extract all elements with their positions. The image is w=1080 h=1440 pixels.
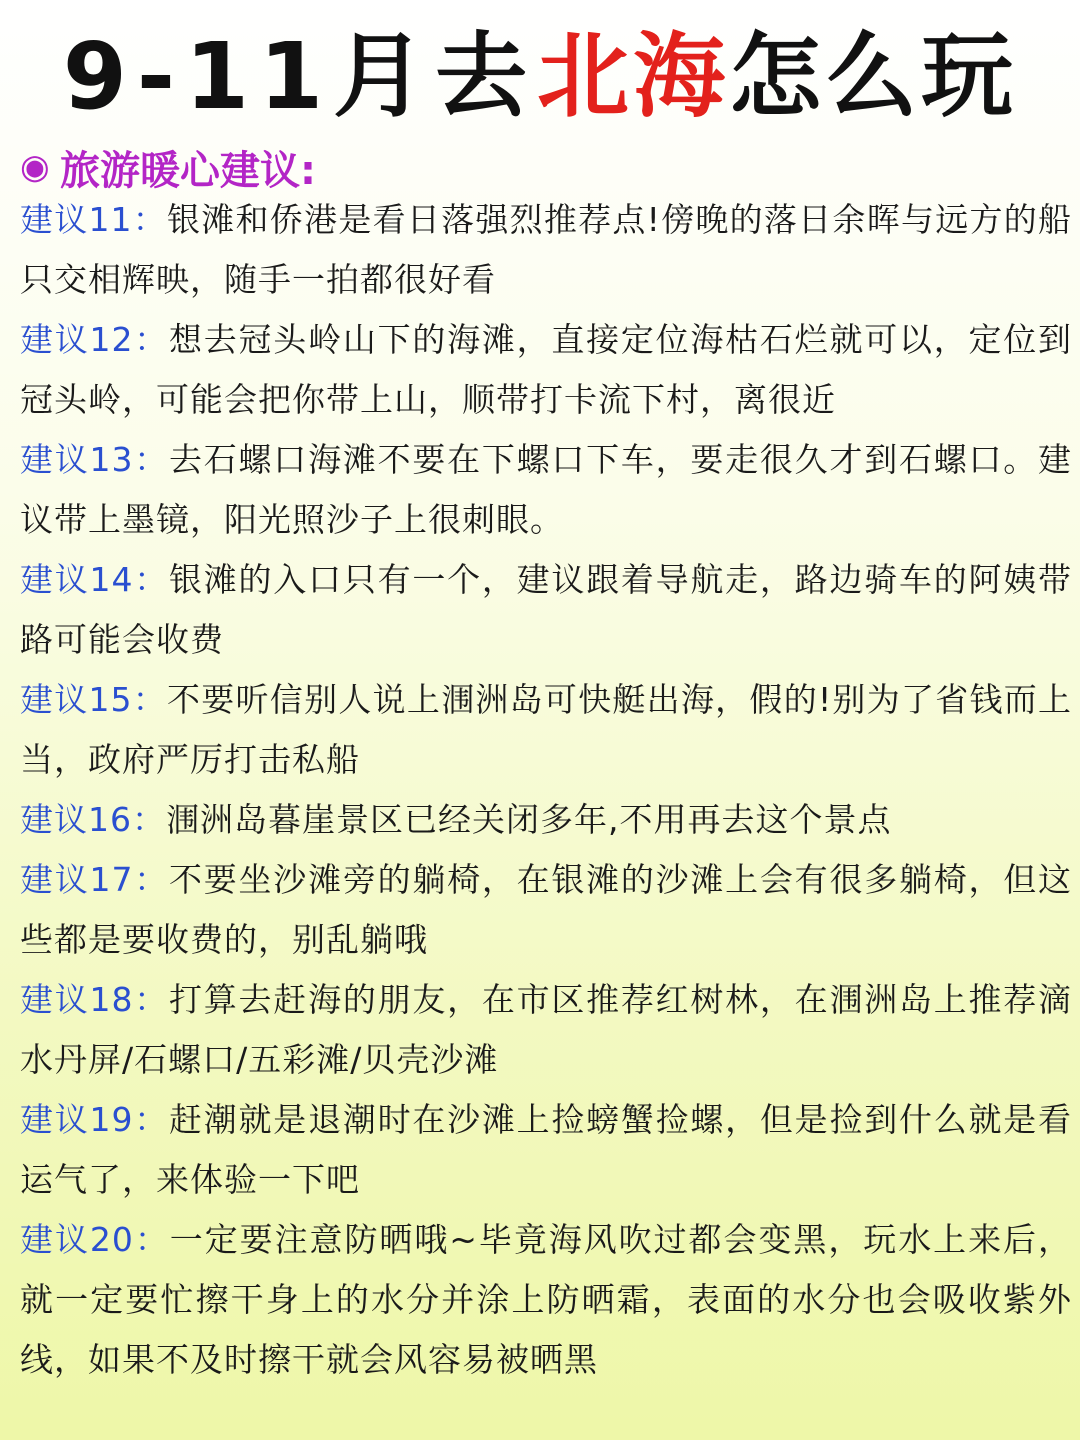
tip-item [20, 1210, 1072, 1390]
tip-text: 打算去赶海的朋友，在市区推荐红树林，在涠洲岛上推荐滴水丹屏/石螺口/五彩滩/贝壳沙滩 [20, 980, 1072, 1079]
page-title [0, 14, 1080, 130]
tip-label: 建议13： [20, 440, 170, 479]
tip-text: 想去冠头岭山下的海滩，直接定位海枯石烂就可以，定位到冠头岭，可能会把你带上山，顺带打卡流下村，离很近 [20, 320, 1072, 419]
tip-text: 银滩和侨港是看日落强烈推荐点!傍晚的落日余晖与远方的船只交相辉映，随手一拍都很好看 [20, 200, 1072, 299]
tip-text: 不要听信别人说上涠洲岛可快艇出海，假的!别为了省钱而上当，政府严厉打击私船 [20, 680, 1072, 779]
tip-text: 银滩的入口只有一个，建议跟着导航走，路边骑车的阿姨带路可能会收费 [20, 560, 1072, 659]
section-heading [20, 140, 316, 194]
tip-item [20, 1090, 1072, 1210]
title-prefix: 9-11月去 [62, 23, 538, 130]
section-heading-text: 旅游暖心建议: [60, 147, 316, 194]
tip-label: 建议12： [20, 320, 170, 359]
tip-item [20, 190, 1072, 310]
tip-item [20, 430, 1072, 550]
bullet-circle-icon: ◉ [20, 147, 50, 187]
tip-label: 建议15： [20, 680, 168, 719]
tip-item [20, 790, 1072, 850]
tip-text: 去石螺口海滩不要在下螺口下车，要走很久才到石螺口。建议带上墨镜，阳光照沙子上很刺眼。 [20, 440, 1072, 539]
tip-text: 涠洲岛暮崖景区已经关闭多年,不用再去这个景点 [166, 800, 892, 839]
tip-item [20, 850, 1072, 970]
tip-item [20, 970, 1072, 1090]
title-suffix: 怎么玩 [729, 23, 1018, 130]
tip-text: 赶潮就是退潮时在沙滩上捡螃蟹捡螺，但是捡到什么就是看运气了，来体验一下吧 [20, 1100, 1072, 1199]
tips-list [20, 190, 1072, 1390]
tip-label: 建议19： [20, 1100, 170, 1139]
tip-label: 建议16： [20, 800, 166, 839]
tip-item [20, 310, 1072, 430]
title-highlight: 北海 [537, 23, 730, 130]
tip-label: 建议14： [20, 560, 170, 599]
tip-label: 建议11： [20, 200, 168, 239]
tip-label: 建议18： [20, 980, 170, 1019]
tip-item [20, 670, 1072, 790]
tip-item [20, 550, 1072, 670]
tip-text: 一定要注意防晒哦~毕竟海风吹过都会变黑，玩水上来后，就一定要忙擦干身上的水分并涂上防晒霜，表面的水分也会吸收紫外线，如果不及时擦干就会风容易被晒黑 [20, 1220, 1072, 1379]
tip-text: 不要坐沙滩旁的躺椅，在银滩的沙滩上会有很多躺椅，但这些都是要收费的，别乱躺哦 [20, 860, 1072, 959]
tip-label: 建议17： [20, 860, 170, 899]
tip-label: 建议20： [20, 1220, 170, 1259]
